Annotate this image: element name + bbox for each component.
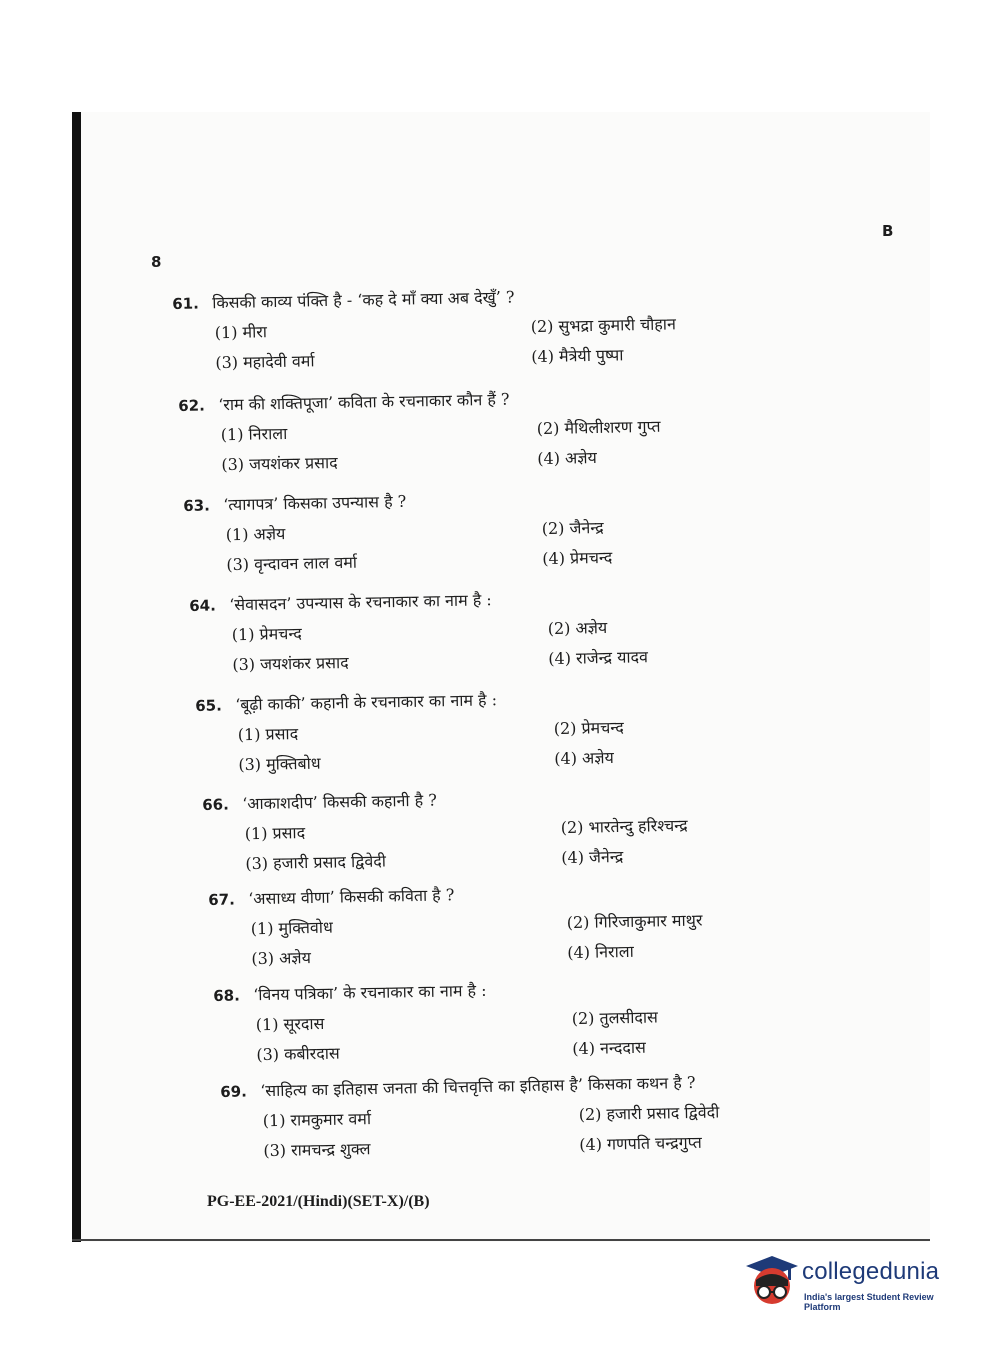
question-text: ‘राम की शक्तिपूजा’ कविता के रचनाकार कौन हैं ? — [218, 389, 510, 415]
option-2: (2) जैनेन्द्र — [541, 517, 604, 539]
option-4: (4) अज्ञेय — [537, 447, 597, 469]
question-number: 62. — [178, 396, 205, 415]
option-3: (3) कबीरदास — [256, 1043, 340, 1065]
page-binding-edge — [72, 112, 81, 1242]
option-1: (1) प्रसाद — [237, 724, 299, 745]
question-number: 69. — [220, 1082, 247, 1101]
option-3: (3) जयशंकर प्रसाद — [232, 652, 349, 675]
question-64 — [189, 582, 830, 676]
option-2: (2) हजारी प्रसाद द्विवेदी — [578, 1102, 720, 1125]
option-2: (2) मैथिलीशरण गुप्त — [536, 416, 661, 439]
question-63 — [183, 482, 824, 576]
question-text: ‘त्यागपत्र’ किसका उपन्यास है ? — [223, 491, 407, 515]
question-67 — [208, 876, 849, 970]
option-1: (1) मुक्तिवोध — [250, 917, 334, 939]
option-2: (2) भारतेन्दु हरिश्चन्द्र — [560, 815, 688, 838]
question-text: ‘आकाशदीप’ किसकी कहानी है ? — [242, 790, 437, 814]
question-69 — [220, 1068, 841, 1162]
option-2: (2) गिरिजाकुमार माथुर — [566, 910, 703, 933]
page-bottom-rule — [72, 1239, 930, 1241]
paper-code-footer: PG-EE-2021/(Hindi)(SET-X)/(B) — [207, 1193, 430, 1210]
question-62 — [178, 382, 819, 476]
set-letter: B — [882, 222, 894, 240]
option-1: (1) रामकुमार वर्मा — [262, 1109, 372, 1131]
option-4: (4) मैत्रेयी पुष्पा — [531, 345, 624, 367]
question-text: किसकी काव्य पंक्ति है - ‘कह दे माँ क्या अब देखुँ’ ? — [212, 287, 515, 313]
option-1: (1) प्रसाद — [244, 823, 306, 844]
option-3: (3) जयशंकर प्रसाद — [221, 452, 338, 475]
option-3: (3) रामचन्द्र शुक्ल — [263, 1139, 371, 1161]
collegedunia-watermark — [742, 1252, 972, 1312]
option-2: (2) अज्ञेय — [547, 617, 608, 639]
option-2: (2) सुभद्रा कुमारी चौहान — [530, 314, 677, 337]
option-3: (3) मुक्तिबोध — [238, 753, 321, 775]
question-number: 65. — [195, 696, 222, 715]
question-number: 68. — [213, 986, 240, 1005]
option-4: (4) अज्ञेय — [554, 747, 614, 769]
question-68 — [213, 972, 854, 1066]
question-number: 63. — [183, 496, 210, 515]
question-number: 67. — [208, 890, 235, 909]
option-4: (4) गणपति चन्द्रगुप्त — [579, 1132, 702, 1155]
option-3: (3) महादेवी वर्मा — [215, 351, 315, 373]
question-61 — [172, 280, 813, 374]
question-number: 61. — [172, 294, 199, 313]
option-1: (1) निराला — [220, 423, 288, 445]
option-1: (1) प्रेमचन्द — [231, 623, 302, 645]
option-4: (4) निराला — [567, 941, 634, 963]
question-text: ‘असाध्य वीणा’ किसकी कविता है ? — [248, 885, 455, 909]
question-65 — [195, 682, 836, 776]
option-1: (1) अज्ञेय — [225, 524, 286, 545]
option-4: (4) राजेन्द्र यादव — [548, 647, 649, 669]
brand-tagline: India's largest Student Review Platform — [804, 1292, 934, 1312]
option-2: (2) तुलसीदास — [571, 1007, 659, 1029]
option-4: (4) प्रेमचन्द — [542, 547, 613, 569]
option-4: (4) जैनेन्द्र — [561, 846, 624, 868]
student-mascot-icon — [742, 1252, 800, 1312]
option-1: (1) मीरा — [214, 322, 268, 343]
option-3: (3) वृन्दावन लाल वर्मा — [226, 552, 358, 575]
option-4: (4) नन्ददास — [572, 1037, 647, 1059]
question-text: ‘सेवासदन’ उपन्यास के रचनाकार का नाम है : — [229, 590, 492, 615]
brand-name: collegedunia — [802, 1258, 940, 1285]
question-text: ‘बूढ़ी काकी’ कहानी के रचनाकार का नाम है : — [235, 690, 498, 715]
option-3: (3) हजारी प्रसाद द्विवेदी — [245, 851, 387, 874]
question-text: ‘साहित्य का इतिहास जनता की चित्तवृत्ति का इतिहास है’ किसका कथन है ? — [260, 1072, 696, 1101]
question-66 — [202, 781, 843, 875]
option-3: (3) अज्ञेय — [251, 948, 312, 969]
option-2: (2) प्रेमचन्द — [553, 717, 624, 739]
question-number: 66. — [202, 795, 229, 814]
option-1: (1) सूरदास — [255, 1013, 325, 1035]
question-text: ‘विनय पत्रिका’ के रचनाकार का नाम है : — [253, 980, 487, 1005]
question-number: 64. — [189, 596, 216, 615]
page-number: 8 — [151, 253, 162, 271]
